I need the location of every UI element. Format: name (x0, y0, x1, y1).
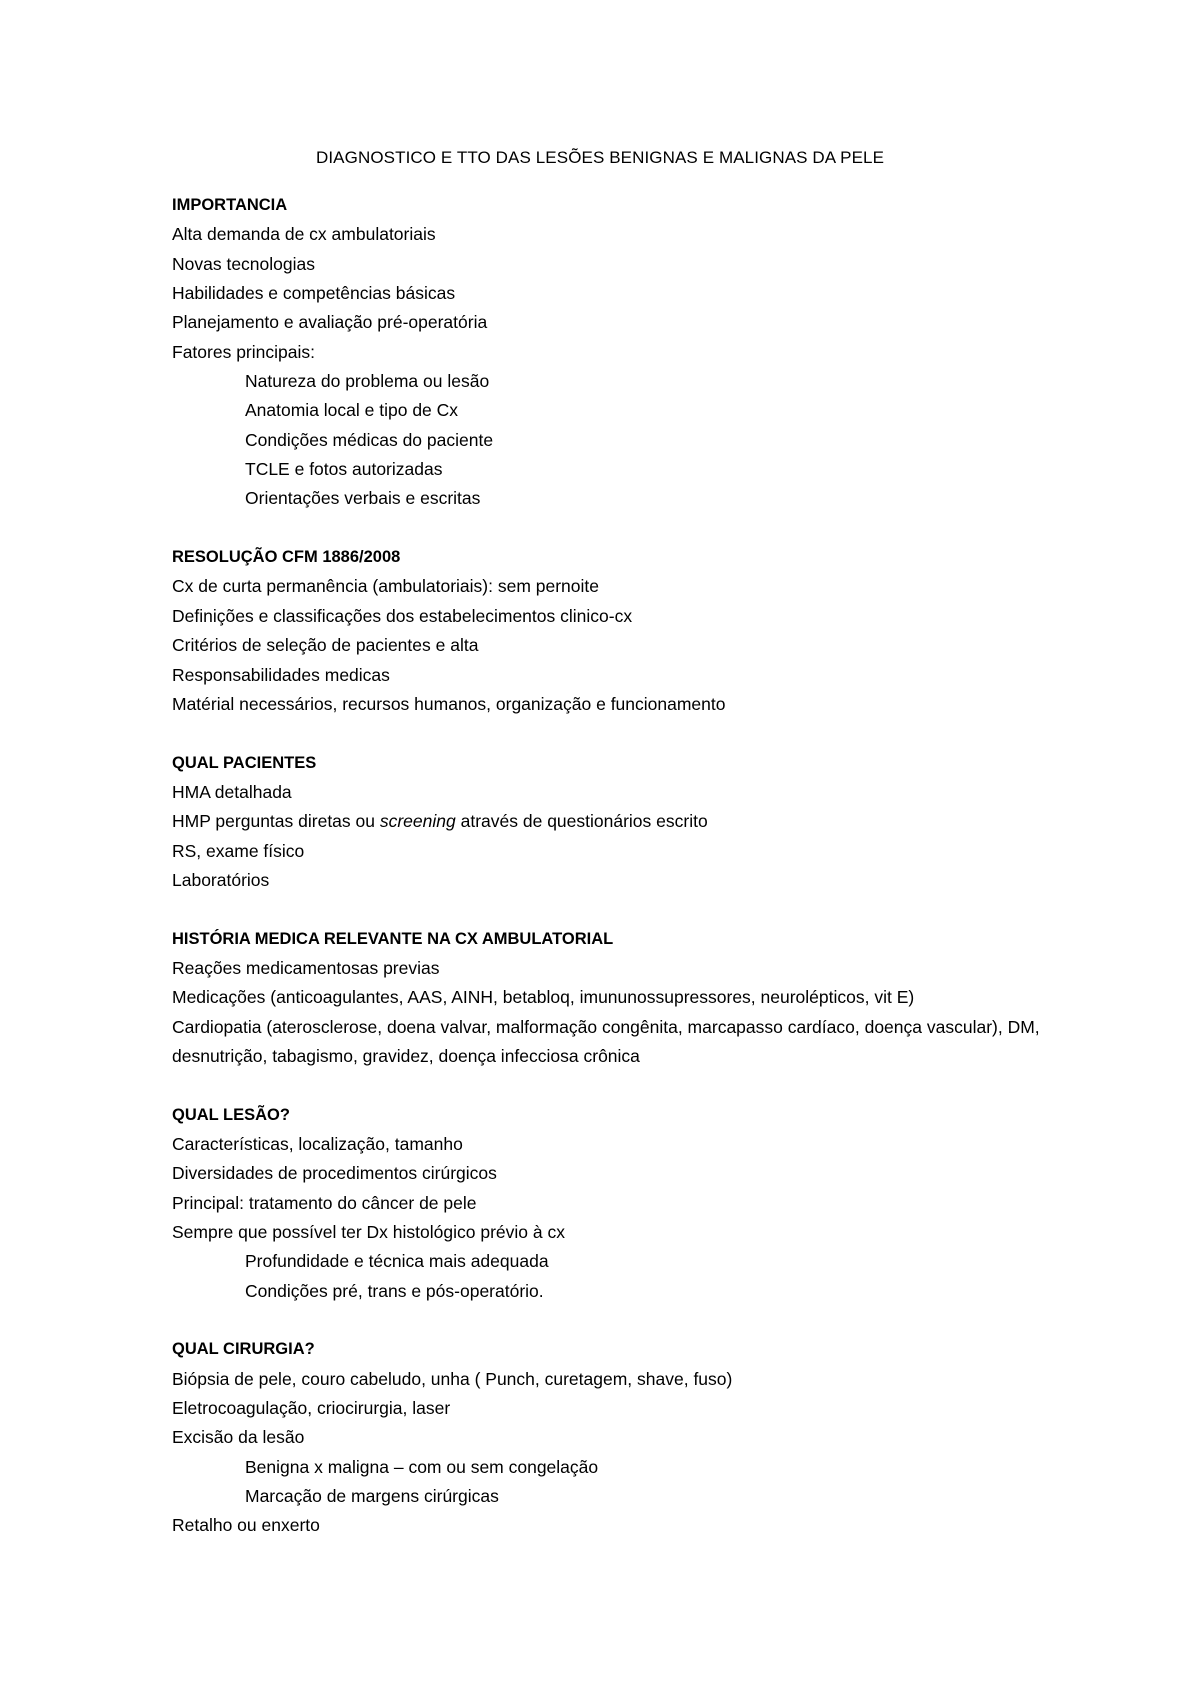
document-body (172, 191, 1052, 1541)
text-line: Reações medicamentosas previas (172, 957, 440, 978)
section-cirurgia (172, 1335, 1052, 1540)
text-segment: HMP perguntas diretas ou (172, 811, 380, 832)
text-line: Biópsia de pele, couro cabeludo, unha ( Punch, curetagem, shave, fuso) (172, 1368, 733, 1389)
text-line: Excisão da lesão (172, 1427, 305, 1448)
blank-line (172, 1071, 1052, 1100)
text-line: Responsabilidades medicas (172, 664, 390, 685)
blank-line (172, 895, 1052, 924)
text-line: Matérial necessários, recursos humanos, organização e funcionamento (172, 693, 726, 714)
text-line: Diversidades de procedimentos cirúrgicos (172, 1163, 497, 1184)
blank-line (172, 1306, 1052, 1335)
text-line: Definições e classificações dos estabelecimentos clinico-cx (172, 605, 633, 626)
section-historia (172, 925, 1052, 1072)
indented-line: Orientações verbais e escritas (245, 488, 481, 509)
blank-line (172, 514, 1052, 543)
text-segment: através de questionários escrito (455, 811, 708, 832)
indented-line: Condições médicas do paciente (245, 429, 494, 450)
section-importancia (172, 191, 1052, 514)
indented-line: Anatomia local e tipo de Cx (245, 400, 459, 421)
indented-line: Condições pré, trans e pós-operatório. (245, 1280, 544, 1301)
document-title: DIAGNOSTICO E TTO DAS LESÕES BENIGNAS E MALIGNAS DA PELE (315, 148, 885, 167)
section-heading: RESOLUÇÃO CFM 1886/2008 (172, 548, 401, 567)
text-line: Características, localização, tamanho (172, 1134, 463, 1154)
section-lesao (172, 1101, 1052, 1306)
text-line: Sempre que possível ter Dx histológico prévio à cx (172, 1222, 565, 1243)
text-line: RS, exame físico (172, 840, 305, 861)
text-line: Eletrocoagulação, criocirurgia, laser (172, 1398, 451, 1419)
section-heading: IMPORTANCIA (172, 196, 288, 214)
wrapped-paragraph: Cardiopatia (aterosclerose, doena valvar, malformação congênita, marcapasso cardíaco, doença vascular), DM, desnutrição, tabagismo, gravidez, doença infecciosa crônica (172, 1016, 1040, 1066)
text-line: HMA detalhada (172, 781, 292, 802)
italic-term: screening (379, 811, 456, 832)
section-heading: QUAL CIRURGIA? (172, 1340, 315, 1359)
section-resolucao (172, 543, 1052, 719)
indented-line: Natureza do problema ou lesão (245, 371, 490, 392)
section-heading: QUAL PACIENTES (172, 753, 317, 772)
text-line: Habilidades e competências básicas (172, 283, 456, 304)
text-line: Planejamento e avaliação pré-operatória (172, 312, 488, 333)
section-heading: HISTÓRIA MEDICA RELEVANTE NA CX AMBULATORIAL (172, 929, 614, 948)
text-line: Fatores principais: (172, 341, 315, 362)
section-pacientes (172, 749, 1052, 896)
section-heading: QUAL LESÃO? (172, 1105, 290, 1124)
text-line: Laboratórios (172, 869, 270, 890)
text-line: Cx de curta permanência (ambulatoriais): sem pernoite (172, 576, 599, 597)
text-line: Critérios de seleção de pacientes e alta (172, 635, 479, 656)
indented-line: TCLE e fotos autorizadas (245, 459, 443, 480)
text-line: Retalho ou enxerto (172, 1515, 320, 1536)
text-line: Alta demanda de cx ambulatoriais (172, 224, 436, 245)
blank-line (172, 719, 1052, 748)
text-line: Medicações (anticoagulantes, AAS, AINH, betabloq, imununossupressores, neurolépticos, vit E) (172, 987, 915, 1008)
indented-line: Profundidade e técnica mais adequada (245, 1251, 549, 1272)
indented-line: Benigna x maligna – com ou sem congelação (245, 1456, 599, 1477)
text-line: Novas tecnologias (172, 253, 315, 274)
text-line: Principal: tratamento do câncer de pele (172, 1192, 477, 1213)
indented-line: Marcação de margens cirúrgicas (245, 1486, 499, 1507)
text-line (172, 807, 1052, 836)
